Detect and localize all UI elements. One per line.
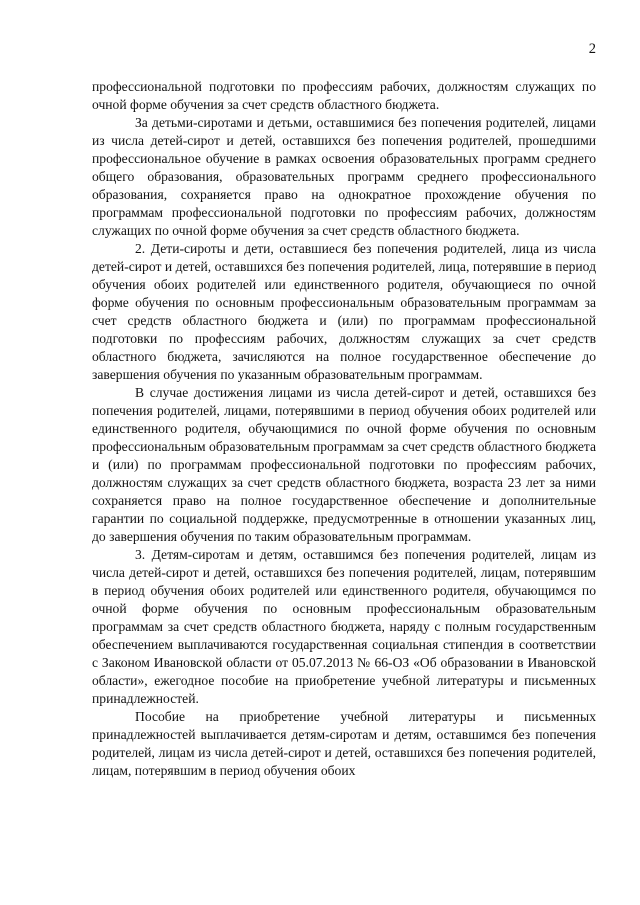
paragraph-age-23: В случае достижения лицами из числа детей-сирот и детей, оставшихся без попечения родителей, лицами, потерявшими в период обучения обоих родителей или единственного родителя, обучающимися по очной форме обучения по основным профессиональным образовательным программам за счет средств областного бюджета и (или) по программам профессиональной подготовки по профессиям рабочих, должностям служащих за счет средств областного бюджета, возраста 23 лет за ними сохраняется право на полное государственное обеспечение и дополнительные гарантии по социальной поддержке, предусмотренные в отношении указанных лиц, до завершения обучения по таким образовательным программам.: [92, 385, 596, 544]
paragraph-orphans-right: За детьми-сиротами и детьми, оставшимися без попечения родителей, лицами из числа детей-сирот и детей, оставшихся без попечения родителей, прошедшими профессиональное обучение в рамках освоения образовательных программ среднего общего образования, образовательных программ среднего профессионального образования, сохраняется право на однократное прохождение обучения по программам профессиональной подготовки по профессиям рабочих, должностям служащих по очной форме обучения за счет средств областного бюджета.: [92, 115, 596, 238]
paragraph-item-2: 2. Дети-сироты и дети, оставшиеся без попечения родителей, лица из числа детей-сирот и детей, оставшихся без попечения родителей, лица, потерявшие в период обучения обоих родителей или единственного родителя, обучающиеся по очной форме обучения по основным профессиональным образовательным программам за счет средств областного бюджета и (или) по программам профессиональной подготовки по профессиям рабочих, должностям служащих за счет средств областного бюджета, зачисляются на полное государственное обеспечение до завершения обучения по указанным образовательным программам.: [92, 241, 596, 382]
paragraph-allowance: Пособие на приобретение учебной литературы и письменных принадлежностей выплачивается детям-сиротам и детям, оставшимся без попечения родителей, лицам из числа детей-сирот и детей, оставшихся без попечения родителей, лицам, потерявшим в период обучения обоих: [92, 709, 596, 778]
page-number: 2: [588, 41, 596, 57]
paragraph-item-3: 3. Детям-сиротам и детям, оставшимся без попечения родителей, лицам из числа детей-сирот и детей, оставшихся без попечения родителей, лицам, потерявшим в период обучения обоих родителей или единственного родителя, обучающимся по очной форме обучения по основным профессиональным образовательным программам за счет средств областного бюджета, наряду с полным государственным обеспечением выплачиваются государственная социальная стипендия в соответствии с Законом Ивановской области от 05.07.2013 № 66-ОЗ «Об образовании в Ивановской области», ежегодное пособие на приобретение учебной литературы и письменных принадлежностей.: [92, 547, 596, 706]
paragraph-continuation: профессиональной подготовки по профессиям рабочих, должностям служащих по очной форме обучения за счет средств областного бюджета.: [92, 79, 596, 112]
body-text: [92, 78, 596, 780]
